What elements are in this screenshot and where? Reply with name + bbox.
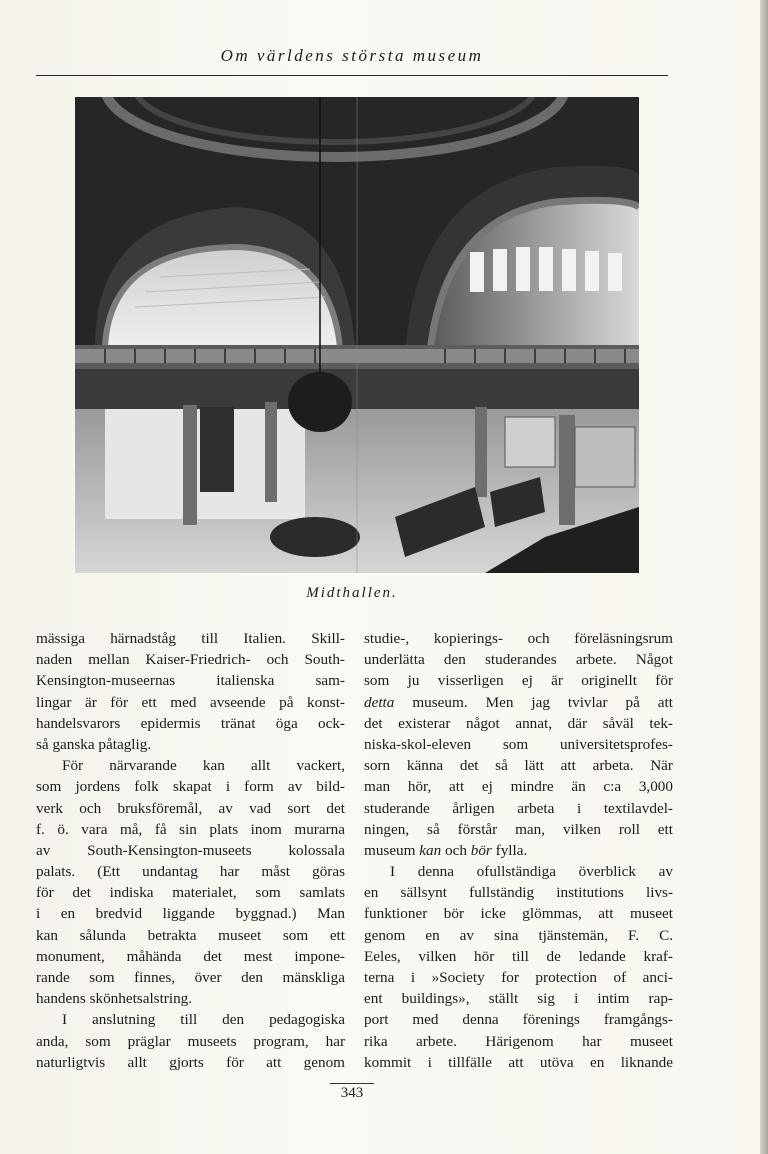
text-line <box>364 840 673 861</box>
text-line: rande som finnes, över den mänskliga <box>36 969 345 986</box>
text-line <box>364 692 673 713</box>
text-line: som jordens folk skapat i form av bild- <box>36 778 345 796</box>
photo-rotunda-icon <box>75 97 639 573</box>
italic-word: bör <box>470 841 492 859</box>
text-line: ningen, så förstår man, vilken roll ett <box>364 820 673 838</box>
running-head: Om världens största museum <box>220 46 484 65</box>
text-line: som ju visserligen ej är originellt för <box>364 672 673 690</box>
text-line: mässiga härnadståg till Italien. Skill- <box>36 630 345 647</box>
text-line: naden mellan Kaiser-Friedrich- och South- <box>36 651 345 669</box>
text-line: lingar är för ett med avseende på konst- <box>36 693 345 711</box>
text-line: genom en av sina tjänstemän, F. C. <box>364 926 673 944</box>
text-span: fylla. <box>491 841 528 859</box>
left-column <box>36 628 345 1073</box>
text-line: terna i »Society for protection of anci- <box>364 969 673 986</box>
text-line: Kensington-museernas italienska sam- <box>36 672 345 690</box>
text-line: I anslutning till den pedagogiska <box>62 1011 345 1029</box>
page-edge <box>760 0 768 1154</box>
text-line: f. ö. vara må, få sin plats inom murarna <box>36 820 345 838</box>
text-line: för det indiska materialet, som samlats <box>36 884 345 902</box>
header-rule <box>36 75 668 76</box>
text-line: sorn känna det så lätt att arbeta. När <box>364 757 673 775</box>
text-line: av South-Kensington-museets kolossala <box>36 841 345 859</box>
text-line: det existerar något annat, där såväl tek- <box>364 714 673 732</box>
text-line: För närvarande kan allt vackert, <box>62 757 345 775</box>
text-line: niska-skol-eleven som universitetsprofes- <box>364 735 673 753</box>
text-line: anda, som präglar museets program, har <box>36 1032 345 1050</box>
text-span: museum <box>364 841 420 859</box>
text-line: en sällsynt fullständig institutions livs- <box>364 884 673 902</box>
text-line: verk och bruksföremål, av vad sort det <box>36 799 345 817</box>
text-line: kommit i tillfälle att utöva en liknande <box>364 1053 673 1071</box>
right-column <box>364 628 673 1073</box>
text-line: naturligtvis allt gjorts för att genom <box>36 1053 345 1071</box>
text-line: rika arbete. Härigenom har museet <box>364 1032 673 1050</box>
figure-photo <box>75 97 639 573</box>
text-line: ent buildings», ställt sig i intim rap- <box>364 990 673 1008</box>
text-line: man hör, att ej mindre än c:a 3,000 <box>364 778 673 796</box>
text-line: funktioner bör icke glömmas, att museet <box>364 905 673 923</box>
text-line: I denna ofullständiga överblick av <box>390 863 673 881</box>
text-line: kan sålunda betrakta museet som ett <box>36 926 345 944</box>
italic-word: kan <box>419 841 442 859</box>
text-line: Eeles, vilken hör till de ledande kraf- <box>364 947 673 965</box>
text-line: palats. (Ett undantag har måst göras <box>36 863 345 881</box>
text-line: handelsvarors epidermis tränat öga ock- <box>36 714 345 732</box>
text-span: och <box>441 841 471 859</box>
figure-caption: Midthallen. <box>306 585 398 601</box>
text-line: monument, måhända det mest impone- <box>36 947 345 965</box>
text-line: i en bredvid liggande byggnad.) Man <box>36 905 345 923</box>
text-line: studerande årligen arbeta i textilavdel- <box>364 799 673 817</box>
text-line: handens skönhetsalstring. <box>36 990 193 1008</box>
text-span: museum. Men jag tvivlar på att <box>394 693 673 711</box>
text-line: port med denna förenings framgångs- <box>364 1011 673 1029</box>
page-number: 343 <box>330 1083 374 1102</box>
text-line: underlätta den studerandes arbete. Något <box>364 651 673 669</box>
text-line: så ganska påtaglig. <box>36 735 152 753</box>
italic-word: detta <box>364 693 395 711</box>
text-line: studie-, kopierings- och föreläsningsrum <box>364 630 673 647</box>
